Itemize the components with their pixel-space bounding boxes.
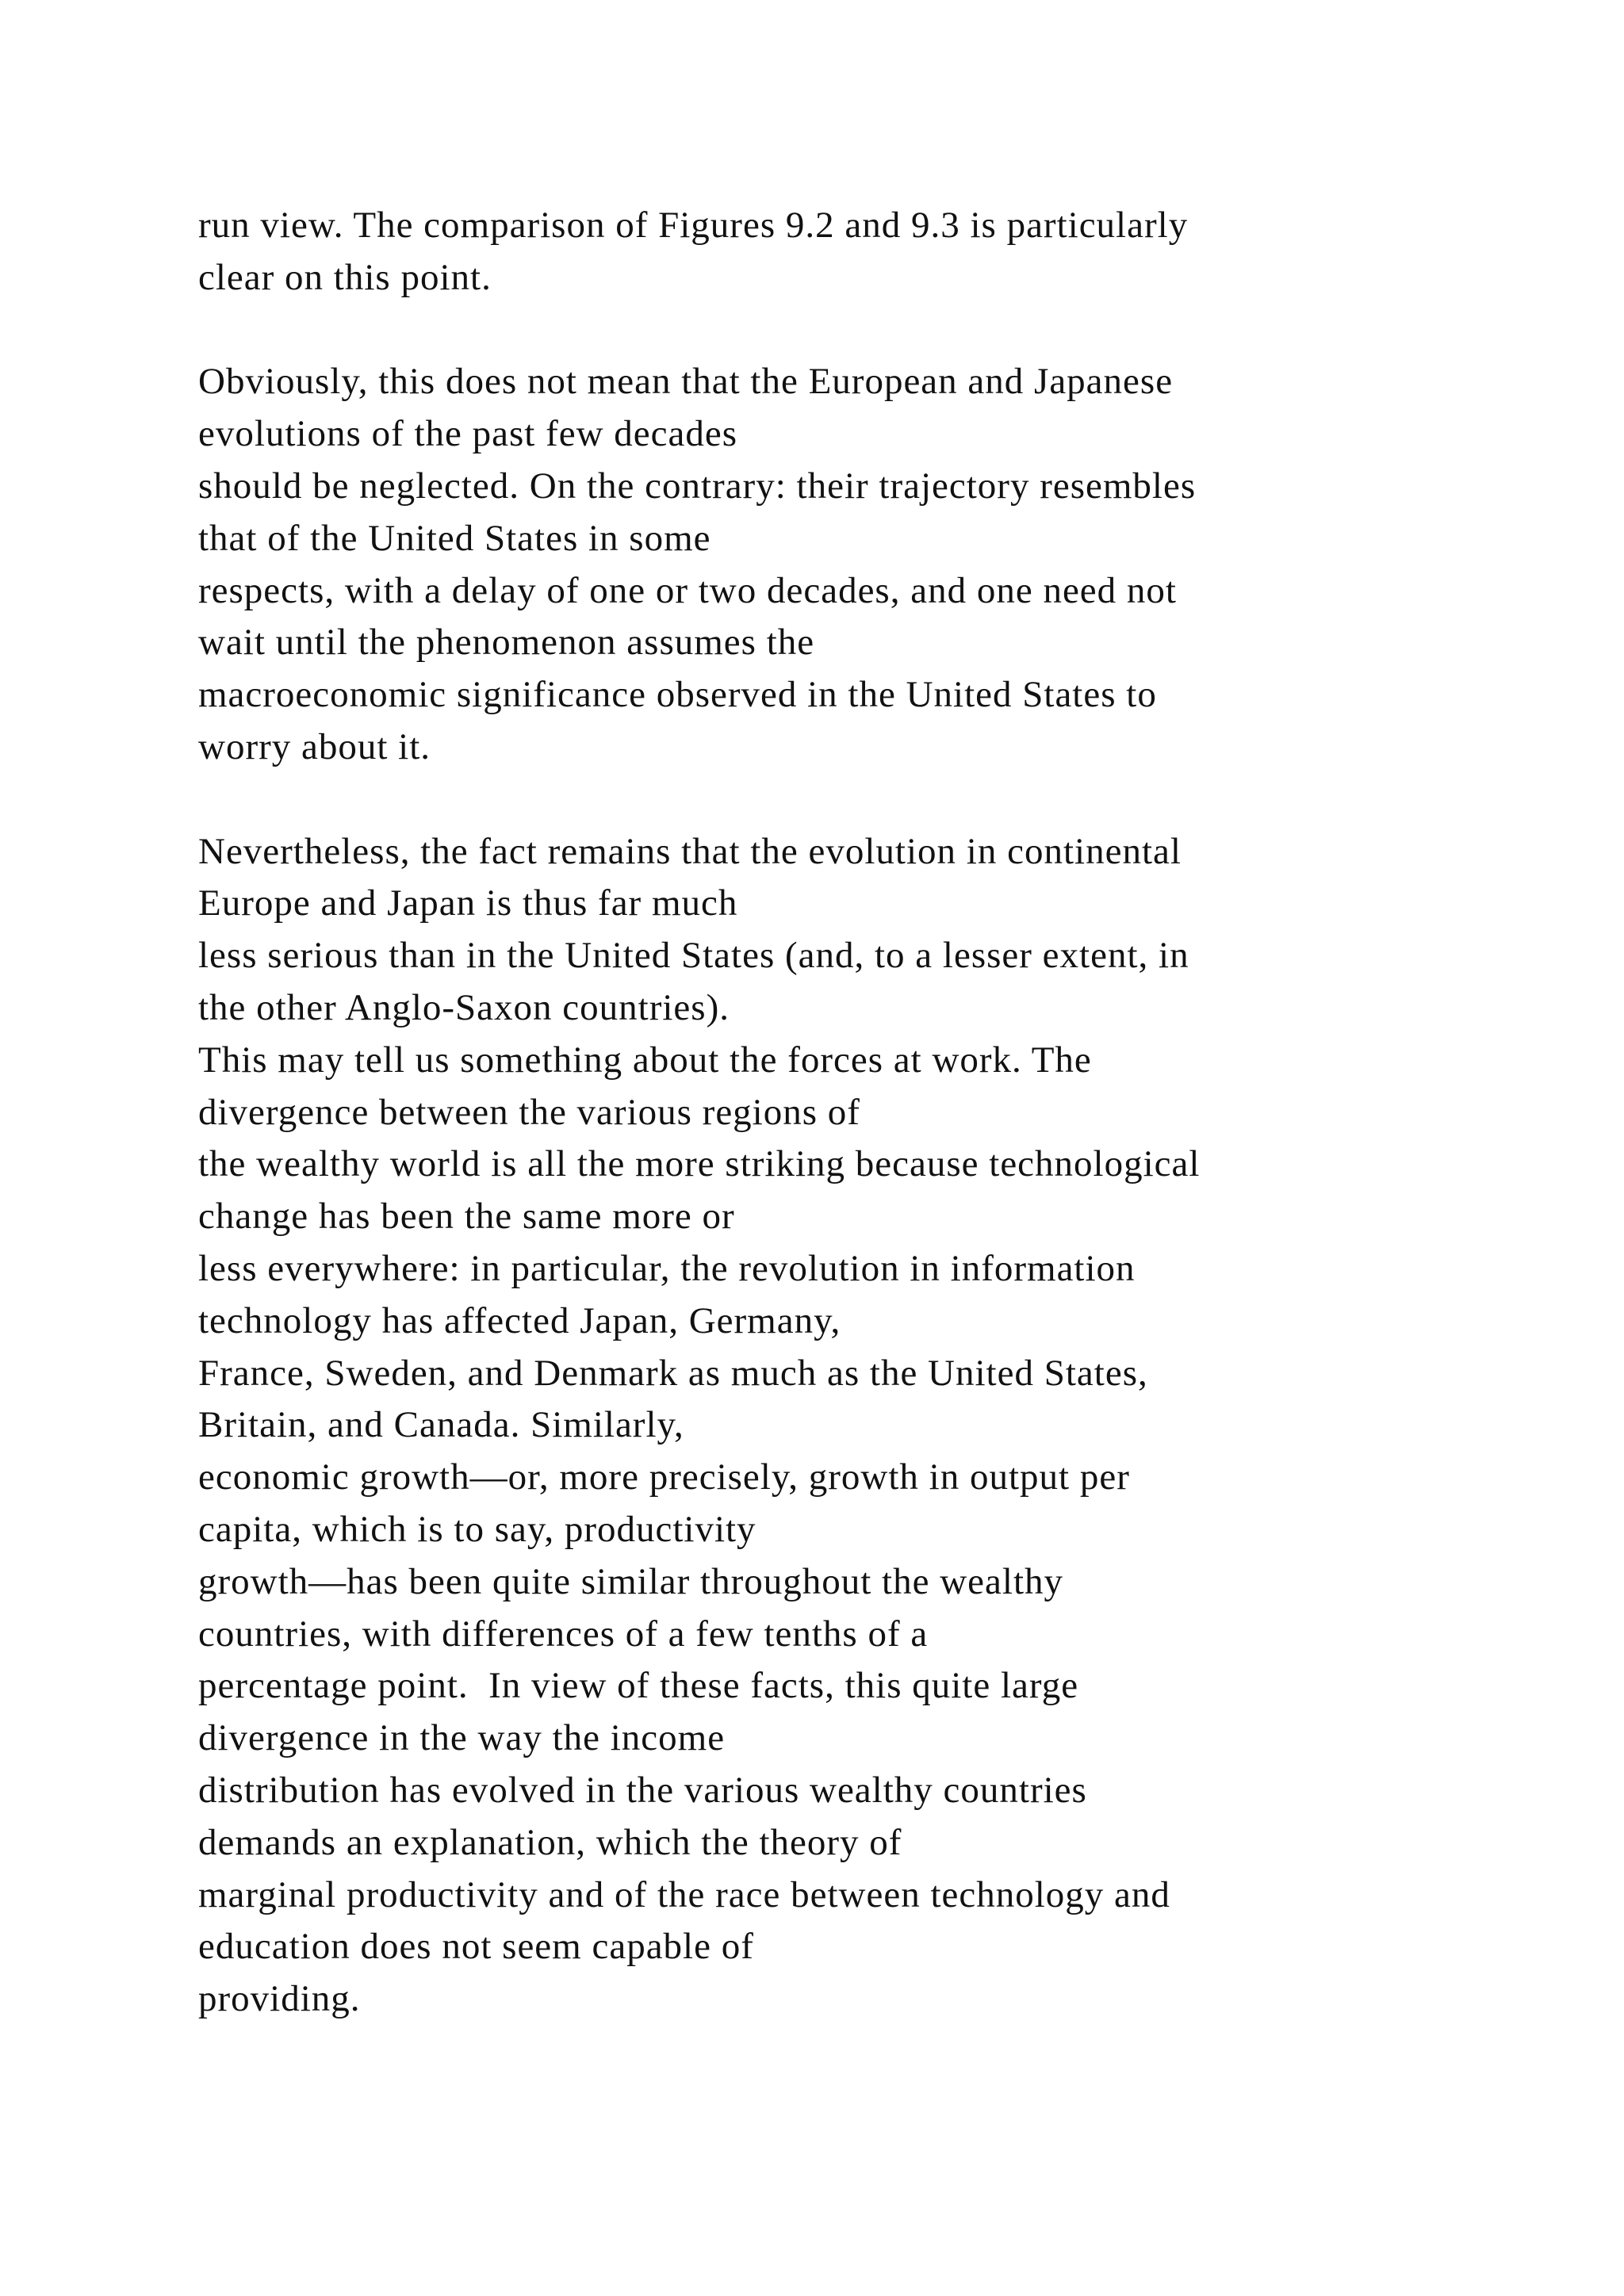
text-line: France, Sweden, and Denmark as much as the United States,	[198, 1352, 1148, 1394]
document-page	[198, 200, 1594, 2026]
text-line: economic growth—or, more precisely, growth in output per	[198, 1456, 1130, 1498]
text-line: wait until the phenomenon assumes the	[198, 622, 815, 664]
text-line: evolutions of the past few decades	[198, 413, 738, 455]
text-line: percentage point. In view of these facts, this quite large	[198, 1665, 1079, 1707]
text-line: divergence between the various regions of	[198, 1091, 860, 1133]
text-line: the wealthy world is all the more striking because technological	[198, 1143, 1201, 1185]
text-line: macroeconomic significance observed in the United States to	[198, 674, 1157, 716]
text-line: education does not seem capable of	[198, 1926, 754, 1968]
text-line: technology has affected Japan, Germany,	[198, 1299, 841, 1341]
text-line: that of the United States in some	[198, 517, 711, 559]
text-line: change has been the same more or	[198, 1196, 735, 1238]
text-line: capita, which is to say, productivity	[198, 1508, 756, 1550]
text-line: clear on this point.	[198, 256, 492, 298]
text-line: This may tell us something about the forces at work. The	[198, 1039, 1092, 1081]
text-line: Nevertheless, the fact remains that the evolution in continental	[198, 830, 1182, 872]
text-line: divergence in the way the income	[198, 1717, 726, 1759]
text-line: growth—has been quite similar throughout the wealthy	[198, 1560, 1064, 1602]
text-line: Britain, and Canada. Similarly,	[198, 1404, 684, 1446]
paragraph-2	[198, 356, 1594, 773]
text-line: the other Anglo-Saxon countries).	[198, 986, 730, 1028]
paragraph-1	[198, 200, 1594, 304]
text-line: Obviously, this does not mean that the European and Japanese	[198, 361, 1174, 403]
text-line: should be neglected. On the contrary: their trajectory resembles	[198, 465, 1197, 507]
text-line: providing.	[198, 1978, 361, 2020]
text-line: demands an explanation, which the theory of	[198, 1821, 902, 1863]
text-line: countries, with differences of a few tenths of a	[198, 1613, 929, 1655]
text-line: less everywhere: in particular, the revolution in information	[198, 1247, 1136, 1289]
text-line: run view. The comparison of Figures 9.2 and 9.3 is particularly	[198, 205, 1189, 246]
text-line: respects, with a delay of one or two decades, and one need not	[198, 569, 1177, 611]
text-line: marginal productivity and of the race between technology and	[198, 1873, 1170, 1915]
paragraph-3	[198, 826, 1594, 2026]
text-line: distribution has evolved in the various wealthy countries	[198, 1769, 1087, 1811]
text-line: worry about it.	[198, 725, 431, 767]
text-line: Europe and Japan is thus far much	[198, 882, 738, 924]
text-line: less serious than in the United States (and, to a lesser extent, in	[198, 935, 1189, 977]
